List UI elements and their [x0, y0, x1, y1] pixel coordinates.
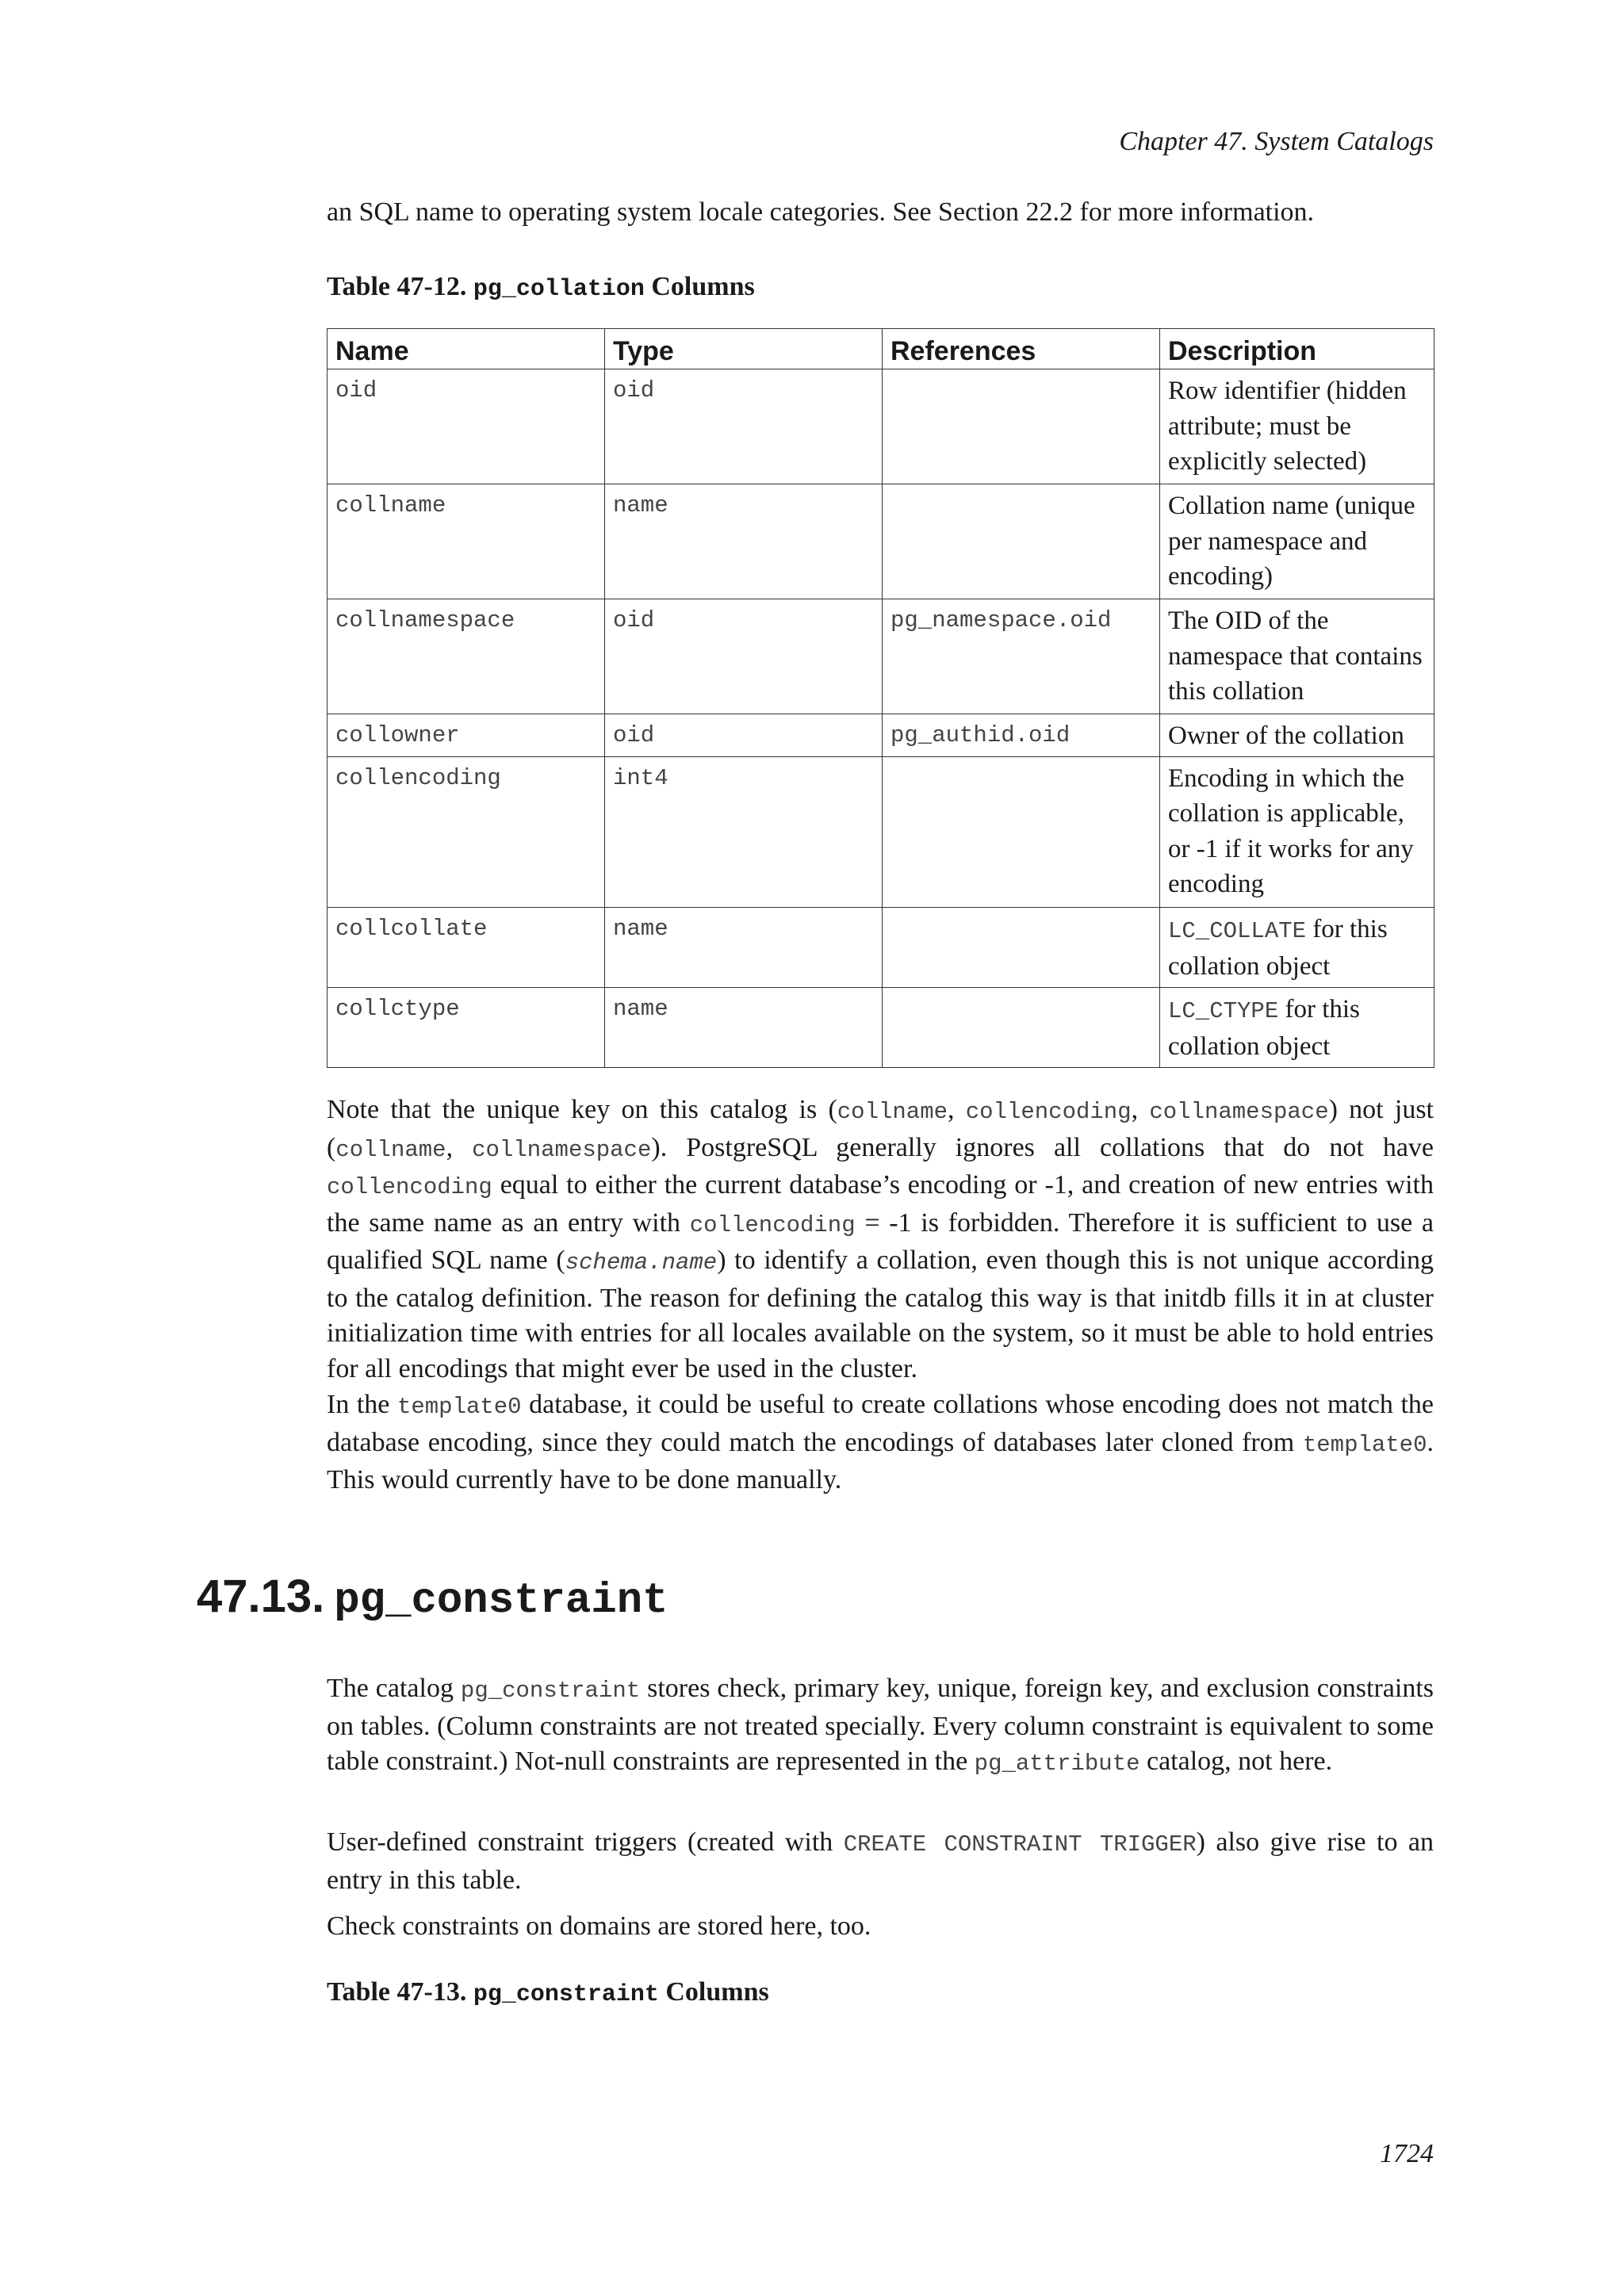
- table-row: [327, 484, 1434, 599]
- text-run: database, it could be useful to create collations whose encoding does not match the database encoding, since they could match the encodings of databases later cloned from: [327, 1390, 1434, 1457]
- constraint-paragraph-3-block: [327, 1909, 1434, 1945]
- cell-name: collname: [327, 484, 605, 599]
- cell-type: name: [605, 987, 883, 1067]
- table-row: [327, 599, 1434, 714]
- text-run: User-defined constraint triggers (created with: [327, 1827, 844, 1857]
- inline-code: collencoding: [965, 1099, 1132, 1125]
- table-row: [327, 987, 1434, 1067]
- column-header-description: Description: [1160, 329, 1434, 369]
- cell-type: oid: [605, 599, 883, 714]
- inline-code: collnamespace: [472, 1136, 652, 1163]
- cell-description: The OID of the namespace that contains this collation: [1160, 599, 1434, 714]
- table-13-title-code: pg_constraint: [473, 1981, 659, 2008]
- text-run: . This would currently have to be done manually.: [327, 1427, 1434, 1494]
- cell-type: oid: [605, 369, 883, 484]
- text-run: equal to either the current database’s encoding or -1, and creation of new entries with the same name as an entry with: [327, 1170, 1434, 1238]
- section-title-code: pg_constraint: [334, 1577, 668, 1625]
- table-row: [327, 756, 1434, 907]
- text-run: ). PostgreSQL generally ignores all collations that do not have: [651, 1132, 1434, 1162]
- table-12-container: [327, 328, 1434, 1068]
- inline-code: template0: [396, 1394, 522, 1420]
- table-13-title-suffix: Columns: [665, 1977, 769, 2007]
- cell-description-text: for this collation object: [1168, 994, 1360, 1061]
- pg-collation-table: [327, 328, 1434, 1068]
- constraint-paragraph-3: Check constraints on domains are stored here, too.: [327, 1911, 871, 1941]
- text-run: catalog, not here.: [1139, 1747, 1333, 1776]
- section-number: 47.13.: [197, 1571, 325, 1622]
- cell-description: Row identifier (hidden attribute; must be explicitly selected): [1160, 369, 1434, 484]
- running-header: Chapter 47. System Catalogs: [1119, 127, 1434, 156]
- section-heading: [197, 1570, 668, 1625]
- cell-name: collctype: [327, 987, 605, 1067]
- table-row: [327, 369, 1434, 484]
- cell-references: pg_namespace.oid: [883, 599, 1160, 714]
- cell-description: [1160, 987, 1434, 1067]
- table-12-title: [327, 272, 1434, 303]
- inline-code: pg_attribute: [974, 1751, 1140, 1777]
- cell-description-text: for this collation object: [1168, 914, 1388, 981]
- template-paragraph-block: [327, 1387, 1434, 1498]
- table-13-title: [327, 1977, 1434, 2008]
- text-run: = -1 is forbidden. Therefore it is sufficient to use a qualified SQL name (: [327, 1207, 1434, 1275]
- text-run: Note that the unique key on this catalog is (: [327, 1095, 837, 1124]
- text-run: ,: [446, 1132, 473, 1162]
- cell-references: [883, 756, 1160, 907]
- table-row: [327, 714, 1434, 757]
- cell-type: int4: [605, 756, 883, 907]
- table-12-title-suffix: Columns: [651, 272, 755, 301]
- inline-code: collencoding: [327, 1174, 492, 1200]
- column-header-name: Name: [327, 329, 605, 369]
- text-run: ) not just (: [327, 1095, 1434, 1162]
- inline-code: collencoding: [689, 1211, 856, 1238]
- table-12-title-prefix: Table 47-12.: [327, 272, 467, 301]
- cell-type: oid: [605, 714, 883, 757]
- cell-references: [883, 987, 1160, 1067]
- note-paragraph-block: [327, 1093, 1434, 1387]
- table-header-row: [327, 329, 1434, 369]
- constraint-paragraph-1-block: [327, 1671, 1434, 1782]
- inline-code: CREATE CONSTRAINT TRIGGER: [843, 1831, 1197, 1858]
- constraint-paragraph-1: [327, 1671, 1434, 1782]
- text-run: The catalog: [327, 1674, 461, 1703]
- inline-code: collname: [837, 1099, 948, 1125]
- table-row: [327, 907, 1434, 987]
- inline-code-italic: schema.name: [565, 1249, 718, 1276]
- column-header-type: Type: [605, 329, 883, 369]
- cell-description: Collation name (unique per namespace and encoding): [1160, 484, 1434, 599]
- cell-description: Owner of the collation: [1160, 714, 1434, 757]
- cell-name: collowner: [327, 714, 605, 757]
- cell-name: oid: [327, 369, 605, 484]
- cell-type: name: [605, 484, 883, 599]
- inline-code: collname: [335, 1136, 446, 1163]
- intro-text: [327, 195, 1434, 231]
- cell-description: [1160, 907, 1434, 987]
- text-run: ,: [948, 1095, 966, 1124]
- cell-references: [883, 484, 1160, 599]
- cell-name: collnamespace: [327, 599, 605, 714]
- inline-code: template0: [1302, 1431, 1427, 1458]
- note-paragraph: [327, 1093, 1434, 1387]
- cell-references: [883, 907, 1160, 987]
- table-12-title-code: pg_collation: [473, 276, 645, 303]
- text-run: ) to identify a collation, even though this is not unique according to the catalog definition. The reason for defining the catalog this way is that initdb fills it in at cluster initialization time with entries for all locales available on the system, so it must be able to hold entries for all encodings that might ever be used in the cluster.: [327, 1246, 1434, 1383]
- cell-references: pg_authid.oid: [883, 714, 1160, 757]
- cell-type: name: [605, 907, 883, 987]
- inline-code: pg_constraint: [460, 1678, 641, 1704]
- table-13-title-prefix: Table 47-13.: [327, 1977, 467, 2007]
- text-run: ,: [1131, 1095, 1150, 1124]
- cell-description: Encoding in which the collation is applicable, or -1 if it works for any encoding: [1160, 756, 1434, 907]
- inline-code: collnamespace: [1149, 1099, 1329, 1125]
- cell-references: [883, 369, 1160, 484]
- cell-description-code: LC_COLLATE: [1168, 917, 1307, 944]
- constraint-paragraph-2-block: [327, 1825, 1434, 1898]
- template-paragraph: [327, 1387, 1434, 1498]
- page-number: 1724: [1380, 2139, 1434, 2168]
- constraint-paragraph-2: [327, 1825, 1434, 1898]
- text-run: stores check, primary key, unique, foreign key, and exclusion constraints on tables. (Column constraints are not treated specially. Every column constraint is equivalent to some table constraint.) Not-null constraints are represented in the: [327, 1674, 1434, 1776]
- text-run: ) also give rise to an entry in this table.: [327, 1827, 1434, 1895]
- cell-name: collencoding: [327, 756, 605, 907]
- cell-name: collcollate: [327, 907, 605, 987]
- text-run: In the: [327, 1390, 397, 1419]
- intro-line: an SQL name to operating system locale categories. See Section 22.2 for more information.: [327, 197, 1315, 227]
- column-header-references: References: [883, 329, 1160, 369]
- cell-description-code: LC_CTYPE: [1168, 997, 1279, 1024]
